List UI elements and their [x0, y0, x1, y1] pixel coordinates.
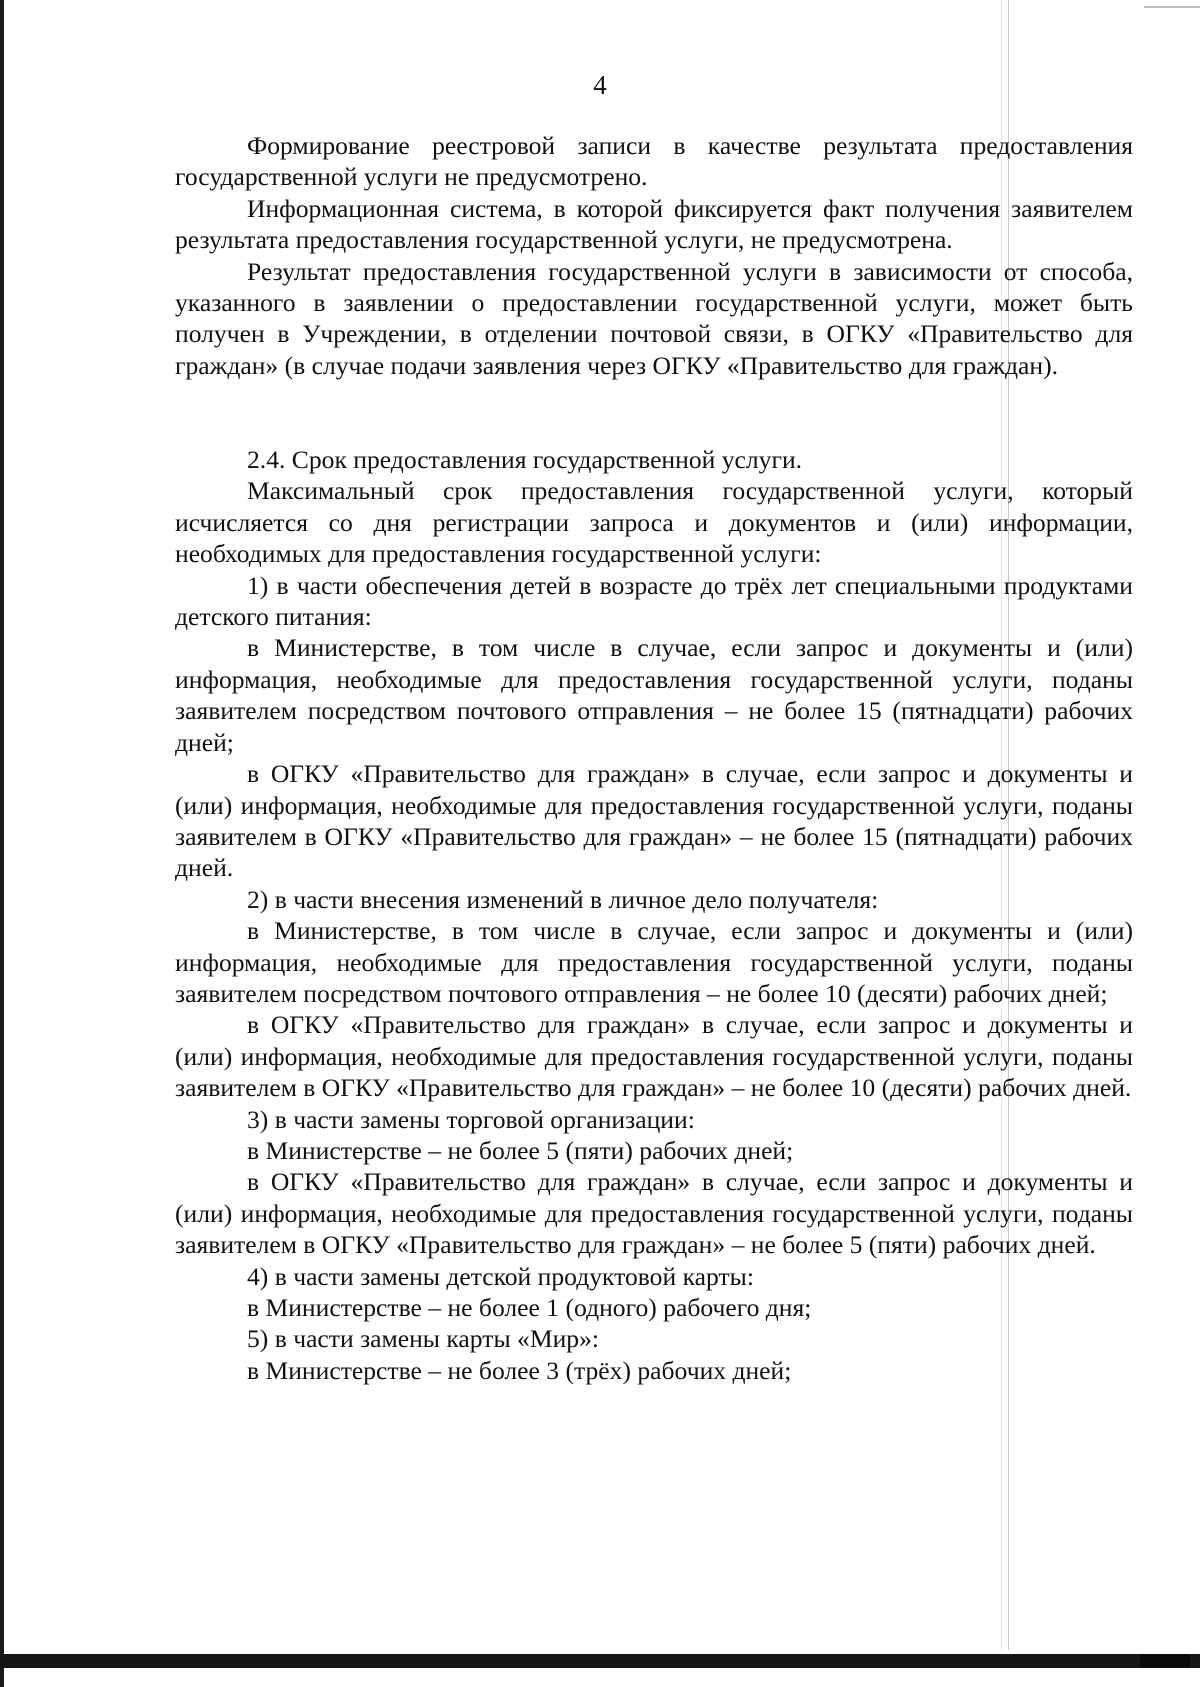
list-item-1: 1) в части обеспечения детей в возрасте до трёх лет специальными продуктами детского питания:: [175, 570, 1133, 632]
paragraph-ministry-term-4: в Министерстве – не более 1 (одного) рабочего дня;: [247, 1293, 812, 1322]
section-heading-2-4: 2.4. Срок предоставления государственной услуги.: [247, 445, 803, 475]
list-item-4: 4) в части замены детской продуктовой карты:: [247, 1261, 754, 1291]
scan-left-edge: [0, 0, 4, 1687]
paragraph-ministry-term-1: в Министерстве, в том числе в случае, если запрос и документы и (или) информация, необходимые для предоставления государственной услуги, поданы заявителем посредством почтового отправления – не более 15 (пятнадцати) рабочих дней;: [175, 633, 1133, 757]
paragraph-result-delivery: Результат предоставления государственной услуги в зависимости от способа, указанного в заявлении о предоставлении государственной услуги, может быть получен в Учреждении, в отделении почтовой связи, в ОГКУ «Правительство для граждан» (в случае подачи заявления через ОГКУ «Правительство для граждан).: [175, 256, 1133, 380]
paragraph-ministry-term-3: в Министерстве – не более 5 (пяти) рабочих дней;: [247, 1135, 794, 1165]
paragraph-ogku-term-3: в ОГКУ «Правительство для граждан» в случае, если запрос и документы и (или) информация, необходимые для предоставления государственной услуги, поданы заявителем в ОГКУ «Правительство для граждан» – не более 5 (пяти) рабочих дней.: [175, 1167, 1133, 1260]
page-number: 4: [593, 70, 607, 100]
list-item-3: 3) в части замены торговой организации:: [247, 1104, 695, 1134]
paragraph-ministry-term-5: в Министерстве – не более 3 (трёх) рабочих дней;: [247, 1355, 792, 1385]
paragraph-gap: [175, 381, 1133, 412]
scan-top-mark: [1144, 6, 1200, 8]
paragraph-ogku-term-1: в ОГКУ «Правительство для граждан» в случае, если запрос и документы и (или) информация, необходимые для предоставления государственной услуги, поданы заявителем в ОГКУ «Правительство для граждан» – не более 15 (пятнадцати) рабочих дней.: [175, 759, 1133, 883]
paragraph-ogku-term-2: в ОГКУ «Правительство для граждан» в случае, если запрос и документы и (или) информация, необходимые для предоставления государственной услуги, поданы заявителем в ОГКУ «Правительство для граждан» – не более 10 (десяти) рабочих дней.: [175, 1010, 1133, 1103]
list-item-2: 2) в части внесения изменений в личное дело получателя:: [247, 884, 879, 914]
list-item-5: 5) в части замены карты «Мир»:: [247, 1324, 599, 1354]
paragraph-max-term: Максимальный срок предоставления государственной услуги, который исчисляется со дня регистрации запроса и документов и (или) информации, необходимых для предоставления государственной услуги:: [175, 476, 1133, 569]
paragraph-registry-record: Формирование реестровой записи в качестве результата предоставления государственной услуги не предусмотрено.: [175, 131, 1133, 192]
scan-bottom-bar-end: [1140, 1654, 1190, 1668]
scan-bottom-bar: [0, 1654, 1200, 1668]
document-body: [175, 130, 1133, 1386]
paragraph-gap: [175, 413, 1133, 444]
paragraph-information-system: Информационная система, в которой фиксируется факт получения заявителем результата предоставления государственной услуги, не предусмотрена.: [175, 193, 1133, 255]
paragraph-ministry-term-2: в Министерстве, в том числе в случае, если запрос и документы и (или) информация, необходимые для предоставления государственной услуги, поданы заявителем посредством почтового отправления – не более 10 (десяти) рабочих дней;: [175, 916, 1133, 1008]
